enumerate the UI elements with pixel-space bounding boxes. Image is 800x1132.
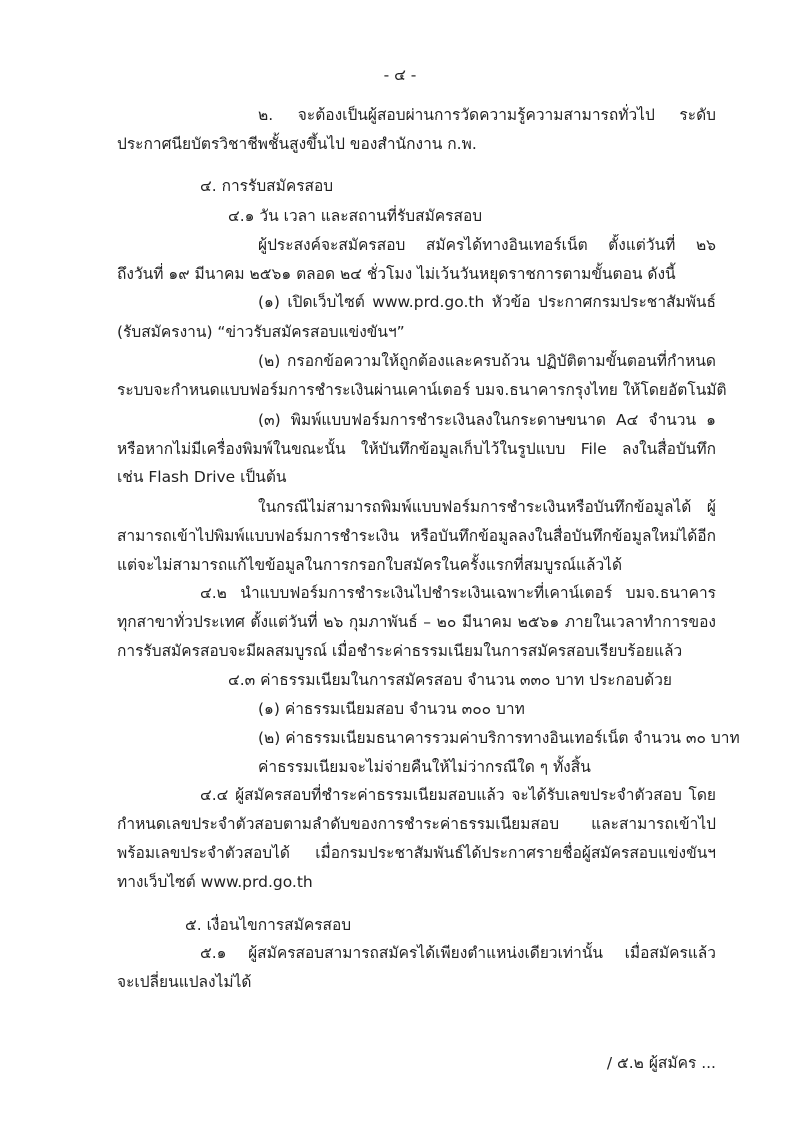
paragraph-line: สามารถเข้าไปพิมพ์แบบฟอร์มการชำระเงิน หรือบันทึกข้อมูลลงในสื่อบันทึกข้อมูลใหม่ได้อีก: [117, 527, 716, 545]
paragraph-line: (๑) เปิดเว็บไซต์ www.prd.go.th หัวข้อ ประกาศกรมประชาสัมพันธ์: [258, 293, 716, 311]
paragraph-line: ๒. จะต้องเป็นผู้สอบผ่านการวัดความรู้ความสามารถทั่วไป ระดับ: [258, 106, 716, 124]
paragraph-line: กำหนดเลขประจำตัวสอบตามลำดับของการชำระค่าธรรมเนียมสอบ และสามารถเข้าไป: [117, 815, 716, 833]
paragraph-line: ๔.๔ ผู้สมัครสอบที่ชำระค่าธรรมเนียมสอบแล้ว จะได้รับเลขประจำตัวสอบ โดย: [200, 786, 716, 804]
fee-note: ค่าธรรมเนียมจะไม่จ่ายคืนให้ไม่ว่ากรณีใด ๆ ทั้งสิ้น: [258, 758, 591, 776]
fee-item: (๒) ค่าธรรมเนียมธนาคารรวมค่าบริการทางอินเทอร์เน็ต จำนวน ๓๐ บาท: [258, 729, 740, 747]
paragraph-line: ประกาศนียบัตรวิชาชีพชั้นสูงขึ้นไป ของสำนักงาน ก.พ.: [117, 135, 477, 153]
paragraph-line: ๔.๒ นำแบบฟอร์มการชำระเงินไปชำระเงินเฉพาะที่เคาน์เตอร์ บมจ.ธนาคาร: [200, 584, 716, 602]
section-heading: ๔. การรับสมัครสอบ: [200, 177, 334, 195]
paragraph-line: ระบบจะกำหนดแบบฟอร์มการชำระเงินผ่านเคาน์เตอร์ บมจ.ธนาคารกรุงไทย ให้โดยอัตโนมัติ: [117, 381, 727, 399]
page-number: - ๔ -: [383, 66, 417, 84]
paragraph-line: (รับสมัครงาน) “ข่าวรับสมัครสอบแข่งขันฯ”: [117, 323, 405, 341]
paragraph-line: (๒) กรอกข้อความให้ถูกต้องและครบถ้วน ปฏิบัติตามขั้นตอนที่กำหนด: [258, 352, 716, 370]
paragraph-line: พร้อมเลขประจำตัวสอบได้ เมื่อกรมประชาสัมพันธ์ได้ประกาศรายชื่อผู้สมัครสอบแข่งขันฯ: [117, 844, 716, 862]
section-heading: ๕. เงื่อนไขการสมัครสอบ: [185, 916, 352, 934]
paragraph-line: การรับสมัครสอบจะมีผลสมบูรณ์ เมื่อชำระค่าธรรมเนียมในการสมัครสอบเรียบร้อยแล้ว: [117, 642, 683, 660]
subsection-heading: ๔.๓ ค่าธรรมเนียมในการสมัครสอบ จำนวน ๓๓๐ บาท ประกอบด้วย: [228, 671, 673, 689]
subsection-heading: ๔.๑ วัน เวลา และสถานที่รับสมัครสอบ: [228, 207, 483, 225]
paragraph-line: ถึงวันที่ ๑๙ มีนาคม ๒๕๖๑ ตลอด ๒๔ ชั่วโมง ไม่เว้นวันหยุดราชการตามขั้นตอน ดังนี้: [117, 265, 676, 283]
paragraph-line: ในกรณีไม่สามารถพิมพ์แบบฟอร์มการชำระเงินหรือบันทึกข้อมูลได้ ผู้: [258, 498, 716, 516]
paragraph-line: หรือหากไม่มีเครื่องพิมพ์ในขณะนั้น ให้บันทึกข้อมูลเก็บไว้ในรูปแบบ File ลงในสื่อบันทึก: [117, 440, 716, 458]
paragraph-line: ๕.๑ ผู้สมัครสอบสามารถสมัครได้เพียงตำแหน่งเดียวเท่านั้น เมื่อสมัครแล้ว: [200, 944, 716, 962]
paragraph-line: ทุกสาขาทั่วประเทศ ตั้งแต่วันที่ ๒๖ กุมภาพันธ์ – ๒๐ มีนาคม ๒๕๖๑ ภายในเวลาทำการของ: [117, 613, 716, 631]
paragraph-line: เช่น Flash Drive เป็นต้น: [117, 468, 287, 486]
paragraph-line: ผู้ประสงค์จะสมัครสอบ สมัครได้ทางอินเทอร์เน็ต ตั้งแต่วันที่ ๒๖: [258, 236, 716, 254]
fee-item: (๑) ค่าธรรมเนียมสอบ จำนวน ๓๐๐ บาท: [258, 700, 525, 718]
paragraph-line: จะเปลี่ยนแปลงไม่ได้: [117, 973, 252, 991]
paragraph-line: (๓) พิมพ์แบบฟอร์มการชำระเงินลงในกระดาษขนาด A๔ จำนวน ๑: [258, 411, 716, 429]
paragraph-line: ทางเว็บไซต์ www.prd.go.th: [117, 873, 313, 891]
continuation-marker: / ๕.๒ ผู้สมัคร ...: [606, 1054, 716, 1072]
paragraph-line: แต่จะไม่สามารถแก้ไขข้อมูลในการกรอกใบสมัครในครั้งแรกที่สมบูรณ์แล้วได้: [117, 556, 623, 574]
